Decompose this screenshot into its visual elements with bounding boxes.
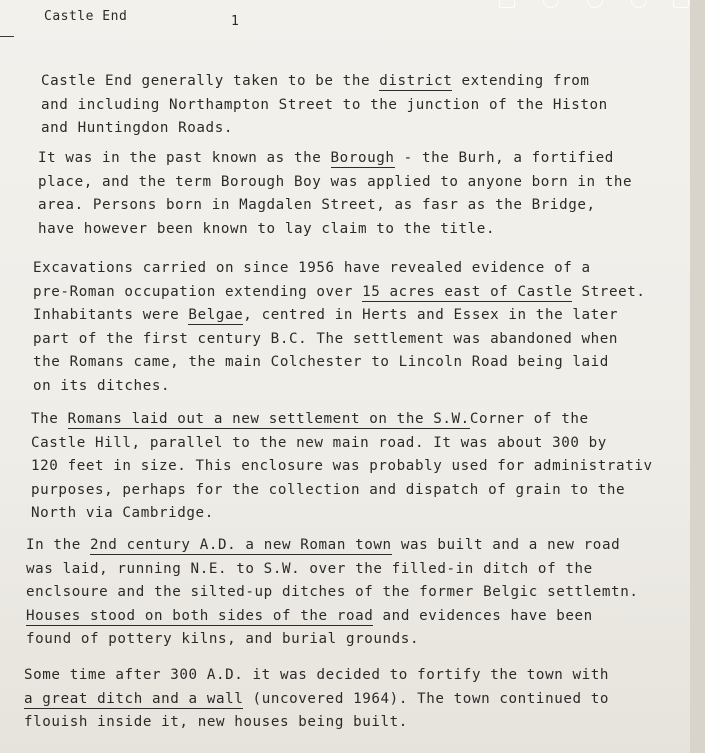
paragraph-4 — [31, 408, 653, 526]
share-icon[interactable] — [499, 0, 515, 8]
text-line: part of the first century B.C. The settlement was abandoned when — [33, 330, 619, 347]
underlined-text: a great ditch and a wall — [24, 690, 244, 707]
text-line: In the 2nd century A.D. a new Roman town was built and a new road — [26, 537, 621, 553]
underlined-text: Houses stood on both sides of the road — [26, 607, 374, 624]
text-line: was laid, running N.E. to S.W. over the filled-in ditch of the — [26, 560, 593, 577]
underlined-text: 2nd century A.D. a new Roman town — [90, 537, 392, 553]
text-line: Houses stood on both sides of the road and evidences have been — [26, 607, 593, 624]
text-line: pre-Roman occupation extending over 15 acres east of Castle Street. — [33, 283, 646, 300]
paragraph-6 — [24, 664, 609, 735]
text-line: Some time after 300 A.D. it was decided to fortify the town with — [24, 667, 610, 683]
paragraph-3 — [33, 257, 646, 398]
text-line: North via Cambridge. — [31, 505, 214, 521]
text-line: It was in the past known as the Borough - the Burh, a fortified — [38, 150, 614, 166]
paragraph-1 — [41, 70, 608, 141]
text-line: and including Northampton Street to the junction of the Histon — [41, 96, 608, 113]
margin-tick-mark — [0, 36, 14, 37]
text-line: area. Persons born in Magdalen Street, as fasr as the Bridge, — [38, 197, 596, 213]
paragraph-5 — [26, 534, 639, 652]
underlined-text: Romans laid out a new settlement on the S.W. — [67, 411, 470, 427]
text-line: The Romans laid out a new settlement on the S.W.Corner of the — [31, 411, 589, 427]
text-line: have however been known to lay claim to the title. — [38, 220, 496, 237]
text-line: flouish inside it, new houses being built. — [24, 714, 408, 730]
text-line: a great ditch and a wall (uncovered 1964). The town continued to — [24, 690, 610, 707]
text-line: on its ditches. — [33, 377, 171, 394]
text-line: Excavations carried on since 1956 have revealed evidence of a — [33, 260, 591, 276]
text-line: 120 feet in size. This enclosure was probably used for administrativ — [31, 458, 653, 474]
page-number: 1 — [231, 14, 240, 29]
text-line: place, and the term Borough Boy was applied to anyone born in the — [38, 173, 633, 190]
underlined-text: district — [379, 73, 453, 89]
favorite-icon[interactable] — [673, 0, 689, 8]
paragraph-2 — [38, 147, 632, 241]
page-header-title: Castle End — [44, 9, 128, 24]
photo-toolbar — [445, 0, 705, 6]
text-line: found of pottery kilns, and burial grounds. — [26, 631, 420, 647]
text-line: Castle End generally taken to be the district extending from — [41, 73, 590, 89]
text-line: and Huntingdon Roads. — [41, 120, 233, 136]
page-edge — [690, 0, 705, 753]
text-line: the Romans came, the main Colchester to Lincoln Road being laid — [33, 354, 609, 370]
text-line: purposes, perhaps for the collection and dispatch of grain to the — [31, 481, 626, 498]
underlined-text: Belgae — [188, 307, 244, 323]
text-line: enclsoure and the silted-up ditches of the former Belgic settlemtn. — [26, 584, 639, 600]
underlined-text: Borough — [330, 150, 395, 166]
text-line: Inhabitants were Belgae, centred in Herts and Essex in the later — [33, 307, 619, 323]
underlined-text: 15 acres east of Castle — [362, 283, 573, 300]
text-line: Castle Hill, parallel to the new main road. It was about 300 by — [31, 434, 607, 451]
